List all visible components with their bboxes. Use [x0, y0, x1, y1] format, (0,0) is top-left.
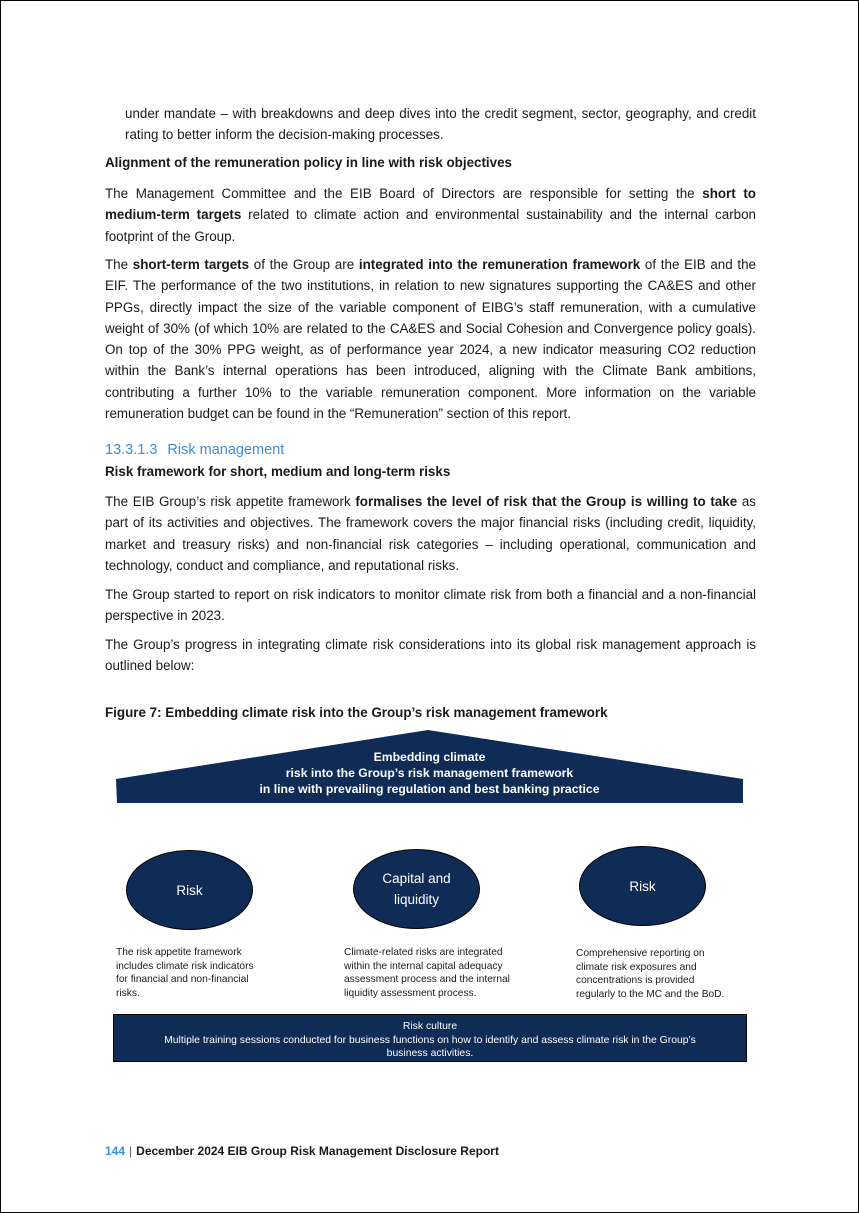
pillar-description: Climate-related risks are integrated within the internal capital adequacy assessment process and the internal liquidity assessment process. — [344, 947, 510, 999]
footer-title: December 2024 EIB Group Risk Management Disclosure Report — [136, 1144, 499, 1158]
text-run: of the Group are — [249, 257, 359, 272]
paragraph-short-term-targets — [105, 254, 756, 424]
intro-continuation: under mandate – with breakdowns and deep dives into the credit segment, sector, geography, and credit rating to better inform the decision-making processes. — [125, 106, 756, 143]
text-run: The — [105, 257, 133, 272]
text-run: related to climate action and environmental sustainability and the internal carbon footprint of the Group. — [105, 207, 756, 244]
section-heading — [105, 442, 284, 458]
bold-run: short to medium-term targets — [105, 186, 756, 223]
pillar-description: The risk appetite framework includes climate risk indicators for financial and non-financial risks. — [116, 947, 254, 999]
text-run: as part of its activities and objectives. The framework covers the major financial risks (including credit, liquidity, market and treasury risks) and non-financial risk categories – including operational, communication and technology, conduct and compliance, and reputational risks. — [105, 494, 756, 573]
paragraph-risk-reporting: The Group started to report on risk indicators to monitor climate risk from both a financial and a non-financial perspective in 2023. — [105, 587, 756, 624]
page-number: 144 — [105, 1144, 126, 1158]
text-run: The EIB Group’s risk appetite framework — [105, 494, 356, 509]
paragraph-management-committee — [105, 183, 756, 247]
section-title: Risk management — [167, 442, 285, 458]
roof-label — [116, 749, 743, 797]
roof-line: in line with prevailing regulation and best banking practice — [259, 782, 600, 796]
bold-run: formalises the level of risk that the Group is willing to take — [355, 494, 738, 509]
heading-remuneration: Alignment of the remuneration policy in line with risk objectives — [105, 155, 512, 170]
risk-culture-base — [113, 1014, 747, 1062]
footer-separator: | — [129, 1144, 133, 1158]
pillar-oval-risk-reporting: Risk — [579, 846, 706, 926]
pillar-oval-risk-appetite: Risk — [126, 850, 253, 930]
page-footer — [105, 1144, 499, 1158]
pillar-oval-capital-liquidity: Capital and liquidity — [353, 849, 480, 929]
roof-line: risk into the Group’s risk management framework — [285, 766, 574, 780]
heading-risk-framework: Risk framework for short, medium and long-term risks — [105, 464, 451, 479]
base-title: Risk culture — [402, 1021, 458, 1032]
pillar-description: Comprehensive reporting on climate risk exposures and concentrations is provided regularly to the MC and the BoD. — [576, 948, 725, 1000]
roof-line: Embedding climate — [373, 750, 486, 764]
paragraph-progress: The Group’s progress in integrating climate risk considerations into its global risk management approach is outlined below: — [105, 637, 756, 674]
text-run: of the EIB and the EIF. The performance of the two institutions, in relation to new signatures supporting the CA&ES and other PPGs, directly impact the size of the variable component of EIBG’s staff remuneration, with a cumulative weight of 30% (of which 10% are related to the CA&ES and Social Cohesion and Convergence policy goals). On top of the 30% PPG weight, as of performance year 2024, a new indicator measuring CO2 reduction within the Bank’s internal operations has been introduced, aligning with the Climate Bank ambitions, contributing a further 10% to the variable remuneration component. More information on the variable remuneration budget can be found in the “Remuneration” section of this report. — [105, 257, 756, 422]
bold-run: integrated into the remuneration framework — [358, 257, 641, 272]
figure-caption: Figure 7: Embedding climate risk into the Group’s risk management framework — [105, 705, 608, 720]
text-run: The Management Committee and the EIB Board of Directors are responsible for setting the — [105, 186, 703, 201]
paragraph-risk-appetite — [105, 491, 756, 576]
base-text: Multiple training sessions conducted for business functions on how to identify and assess climate risk in the Group’s business activities. — [164, 1034, 696, 1059]
bold-run: short-term targets — [132, 257, 250, 272]
section-number: 13.3.1.3 — [105, 442, 158, 458]
